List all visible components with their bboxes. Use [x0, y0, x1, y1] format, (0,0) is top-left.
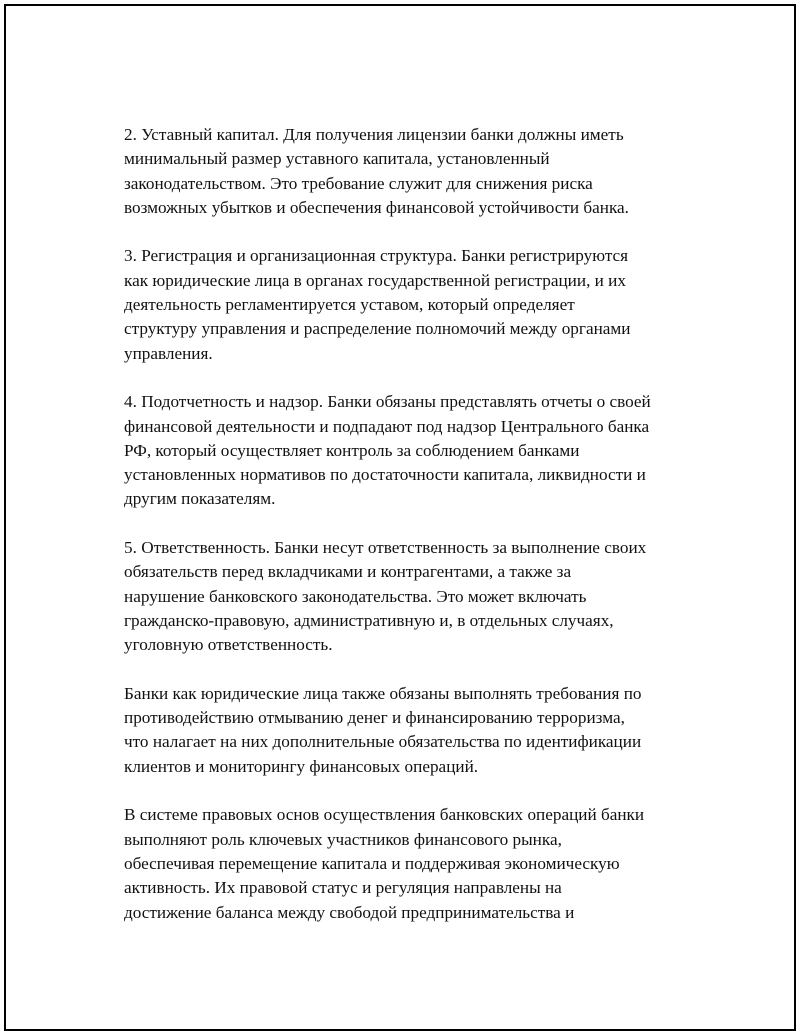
paragraph-charter-capital: [124, 123, 704, 220]
paragraph-supervision: [124, 390, 704, 511]
text-line: противодействию отмыванию денег и финансированию терроризма,: [124, 708, 625, 728]
text-line: как юридические лица в органах государственной регистрации, и их: [124, 270, 626, 290]
text-line: обязательств перед вкладчиками и контрагентами, а также за: [124, 562, 572, 582]
text-line: активность. Их правовой статус и регуляция направлены на: [124, 878, 562, 898]
text-line: другим показателям.: [124, 489, 276, 509]
text-line: гражданско-правовую, административную и, в отдельных случаях,: [124, 610, 614, 630]
text-line: уголовную ответственность.: [124, 635, 333, 655]
text-line: что налагает на них дополнительные обязательства по идентификации: [124, 732, 642, 752]
text-line: 3. Регистрация и организационная структура. Банки регистрируются: [124, 246, 629, 266]
paragraph-anti-money-laundering: [124, 682, 704, 779]
text-line: обеспечивая перемещение капитала и поддерживая экономическую: [124, 853, 620, 873]
text-line: достижение баланса между свободой предпринимательства и: [124, 902, 575, 922]
text-line: минимальный размер уставного капитала, установленный: [124, 149, 550, 169]
paragraph-legal-framework: [124, 803, 704, 924]
text-line: РФ, который осуществляет контроль за соблюдением банками: [124, 440, 580, 460]
text-line: В системе правовых основ осуществления банковских операций банки: [124, 805, 645, 825]
text-line: управления.: [124, 343, 213, 363]
text-line: выполняют роль ключевых участников финансового рынка,: [124, 829, 562, 849]
paragraph-responsibility: [124, 536, 704, 657]
text-line: деятельность регламентируется уставом, который определяет: [124, 295, 575, 315]
text-line: 5. Ответственность. Банки несут ответственность за выполнение своих: [124, 538, 647, 558]
text-line: 4. Подотчетность и надзор. Банки обязаны представлять отчеты о своей: [124, 392, 651, 412]
text-line: 2. Уставный капитал. Для получения лицензии банки должны иметь: [124, 125, 624, 144]
text-line: законодательством. Это требование служит для снижения риска: [124, 173, 593, 193]
text-line: финансовой деятельности и подпадают под надзор Центрального банка: [124, 416, 650, 436]
text-line: клиентов и мониторингу финансовых операций.: [124, 756, 479, 776]
text-line: возможных убытков и обеспечения финансовой устойчивости банка.: [124, 197, 629, 217]
text-line: нарушение банковского законодательства. Это может включать: [124, 586, 587, 606]
text-line: структуру управления и распределение полномочий между органами: [124, 319, 631, 339]
page-frame: [4, 4, 796, 1031]
document-body: [124, 123, 704, 949]
text-line: установленных нормативов по достаточности капитала, ликвидности и: [124, 465, 646, 485]
paragraph-registration: [124, 244, 704, 365]
text-line: Банки как юридические лица также обязаны выполнять требования по: [124, 683, 642, 703]
